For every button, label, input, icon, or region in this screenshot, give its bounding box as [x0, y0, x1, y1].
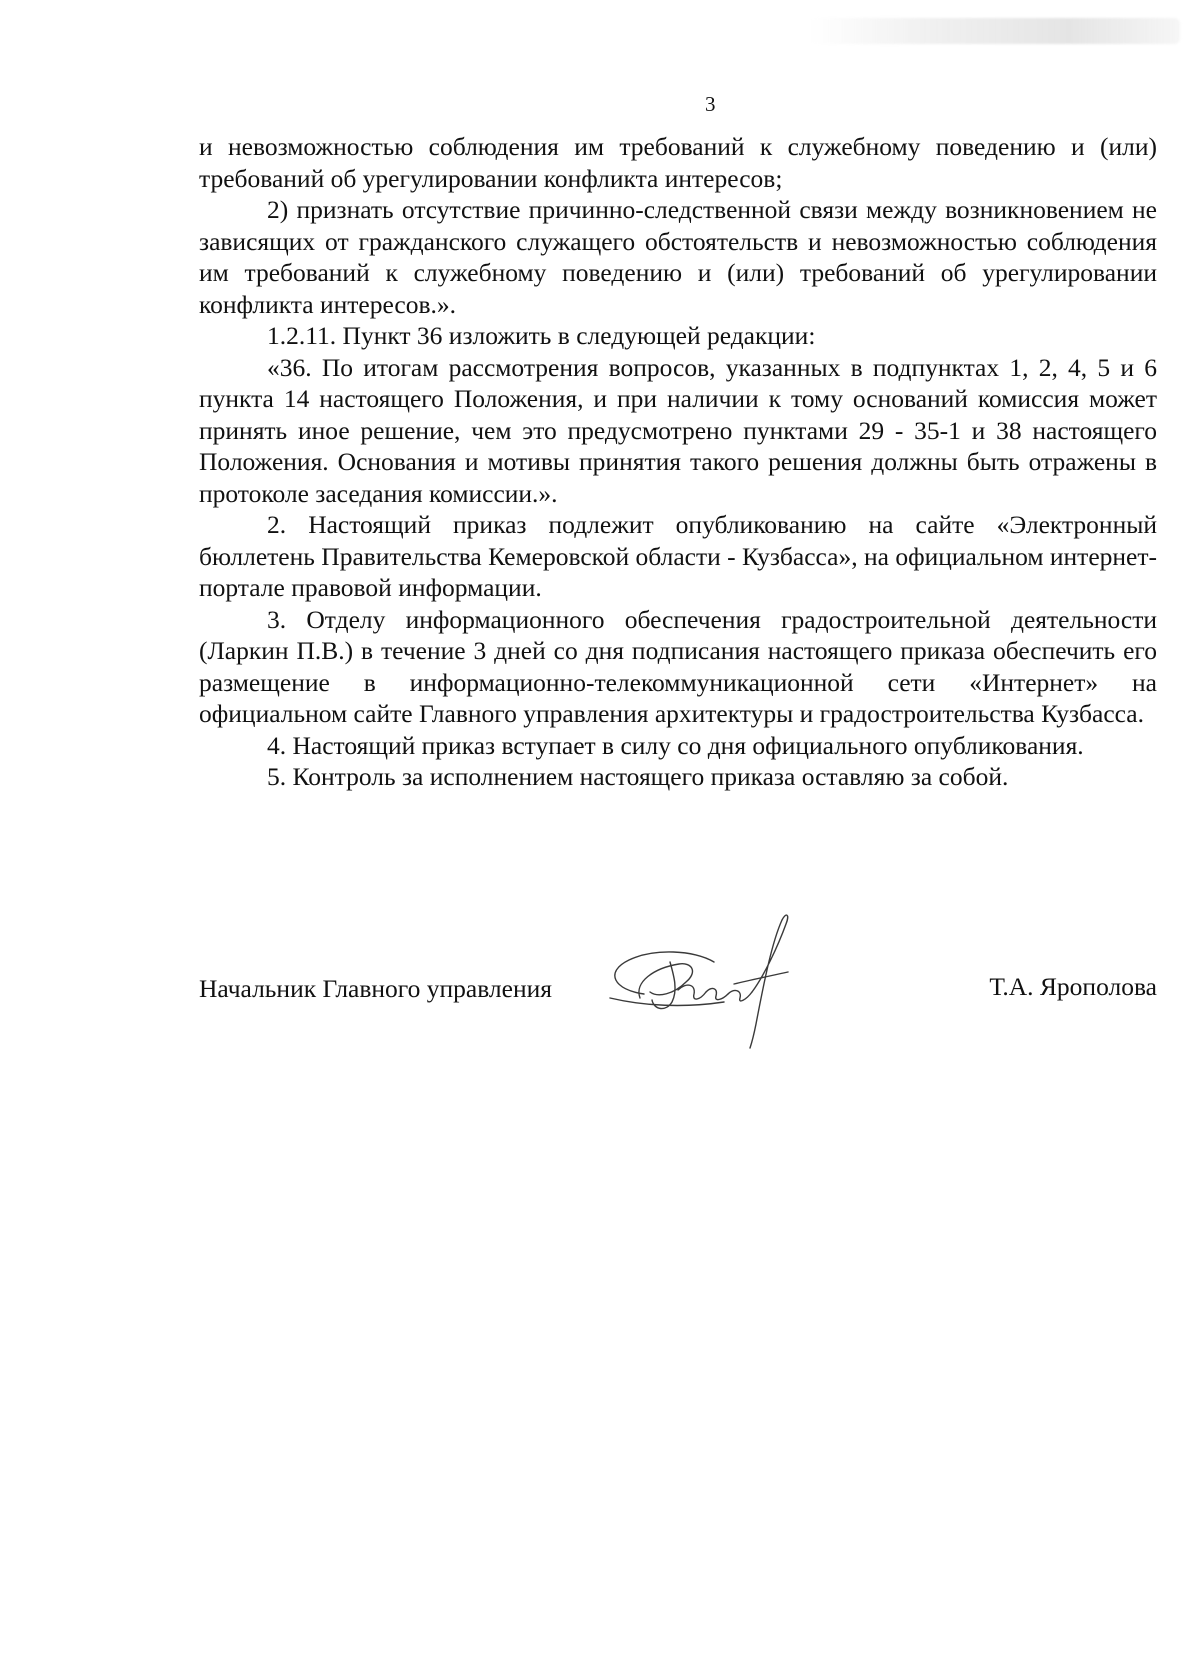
scan-smudge [810, 18, 1180, 44]
paragraph: 5. Контроль за исполнением настоящего приказа оставляю за собой. [267, 762, 1009, 791]
signatory-name: Т.А. Ярополова [989, 972, 1157, 1001]
signature-block [199, 962, 1157, 1072]
paragraph: 2. Настоящий приказ подлежит опубликованию на сайте «Электронный бюллетень Правительства Кемеровской области - Кузбасса», на официальном интернет-портале правовой информации. [199, 510, 1157, 602]
signatory-title: Начальник Главного управления [199, 974, 552, 1003]
paragraph: 2) признать отсутствие причинно-следственной связи между возникновением не зависящих от гражданского служащего обстоятельств и невозможностью соблюдения им требований к служебному поведению и (или) требований об урегулировании конфликта интересов.». [199, 195, 1157, 319]
handwritten-signature-icon [574, 902, 834, 1052]
paragraph: 4. Настоящий приказ вступает в силу со дня официального опубликования. [267, 730, 1084, 760]
paragraph: «36. По итогам рассмотрения вопросов, указанных в подпунктах 1, 2, 4, 5 и 6 пункта 14 настоящего Положения, и при наличии к тому оснований комиссия может принять иное решение, чем это предусмотрено пунктами 29 - 35-1 и 38 настоящего Положения. Основания и мотивы принятия такого решения должны быть отражены в протоколе заседания комиссии.». [199, 352, 1157, 508]
page-number: 3 [705, 92, 716, 116]
paragraph: 3. Отделу информационного обеспечения градостроительной деятельности (Ларкин П.В.) в течение 3 дней со дня подписания настоящего приказа обеспечить его размещение в информационно-телекоммуникационной сети «Интернет» на официальном сайте Главного управления архитектуры и градостроительства Кузбасса. [199, 604, 1157, 728]
document-body [199, 131, 1157, 793]
paragraph: и невозможностью соблюдения им требований к служебному поведению и (или) требований об урегулировании конфликта интересов; [199, 132, 1157, 193]
paragraph: 1.2.11. Пункт 36 изложить в следующей редакции: [267, 321, 816, 350]
